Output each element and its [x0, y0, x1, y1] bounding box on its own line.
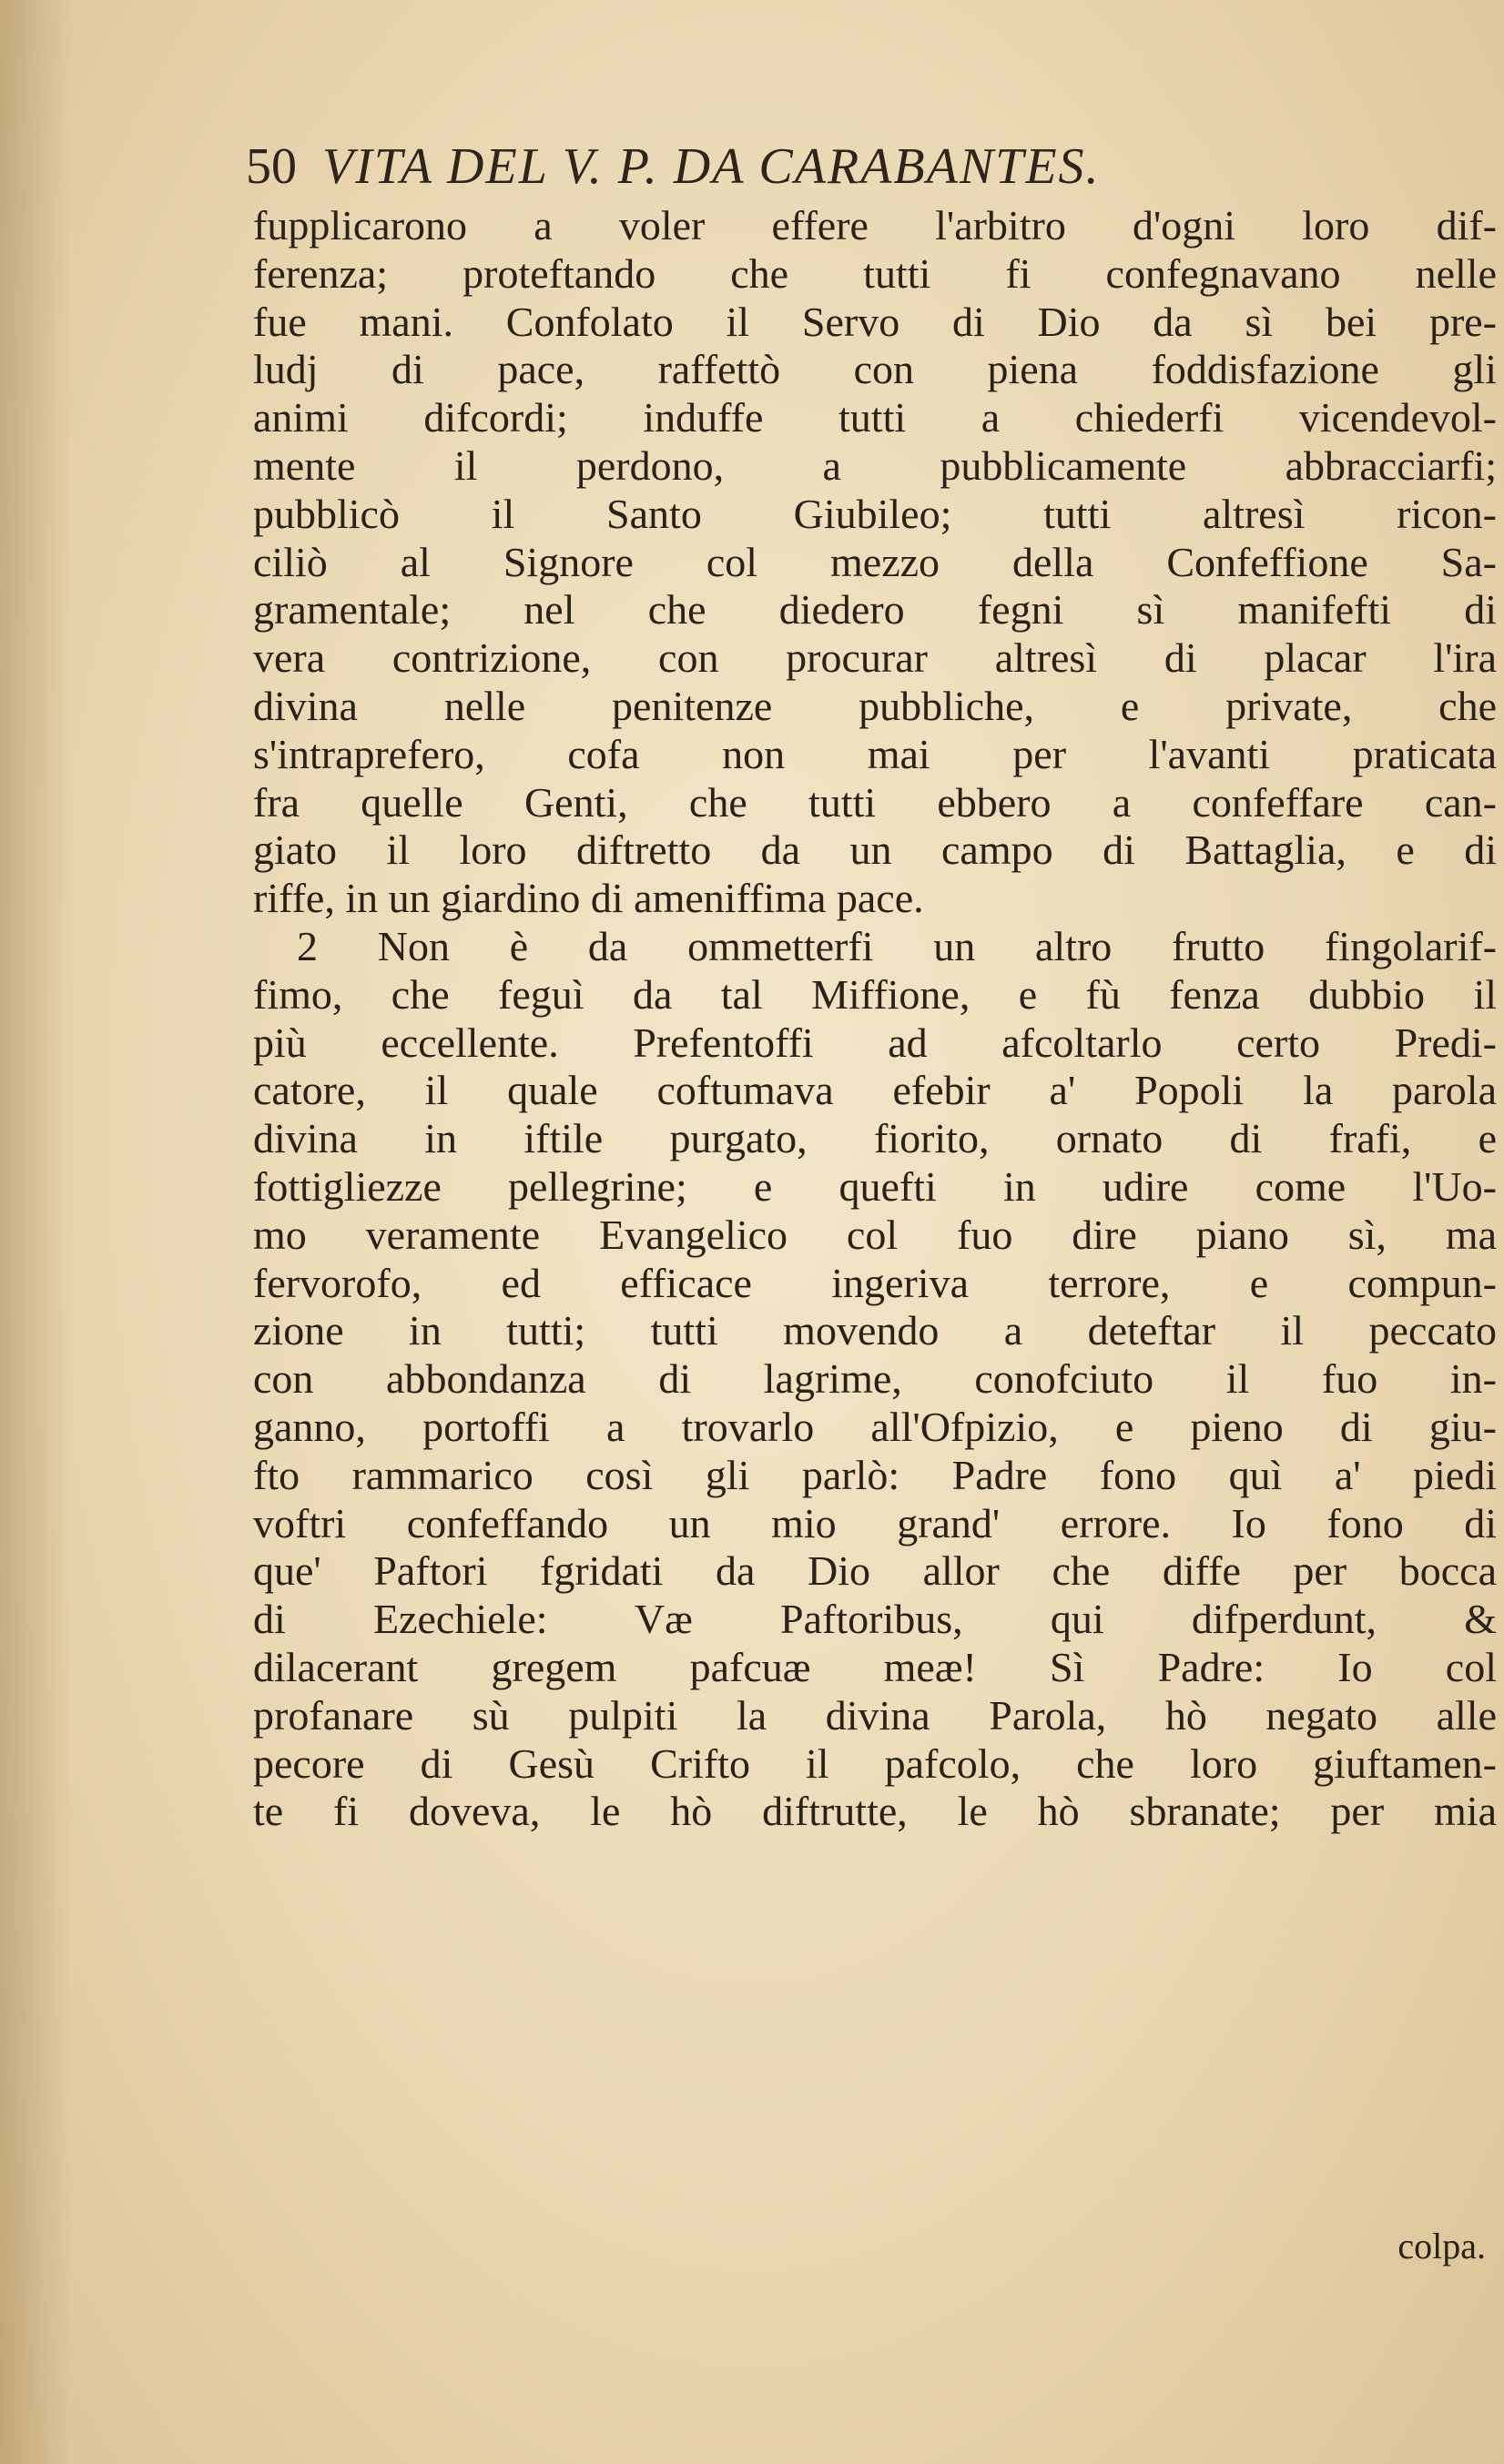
body-text	[253, 202, 1497, 1836]
text-line-latin-quote: dilacerant gregem pafcuæ meæ! Sì Padre: Io col	[253, 1643, 1497, 1690]
text-line: vera contrizione, con procurar altresì di placar l'ira	[253, 634, 1497, 682]
text-line: con abbondanza di lagrime, conofciuto il fuo in-	[253, 1355, 1497, 1403]
text-line: catore, il quale coftumava efebir a' Popoli la parola	[253, 1067, 1497, 1114]
text-line: zione in tutti; tutti movendo a deteftar il peccato	[253, 1307, 1497, 1354]
running-title: VITA DEL V. P. DA CARABANTES.	[322, 138, 1101, 195]
text-line: pecore di Gesù Crifto il pafcolo, che loro giuftamen-	[253, 1739, 1497, 1787]
text-line: gramentale; nel che diedero fegni sì manifefti di	[253, 586, 1497, 634]
text-line: fue mani. Confolato il Servo di Dio da sì bei pre-	[253, 298, 1497, 345]
text-line: mo veramente Evangelico col fuo dire piano sì, ma	[253, 1211, 1497, 1258]
paragraph-start-line: 2 Non è da ommetterfi un altro frutto fingolarif-	[297, 922, 1497, 969]
text-line: fra quelle Genti, che tutti ebbero a confeffare can-	[253, 778, 1497, 826]
text-line: riffe, in un giardino di ameniffima pace.	[253, 875, 924, 922]
page-header	[246, 135, 1466, 198]
text-line: più eccellente. Prefentoffi ad afcoltarlo certo Predi-	[253, 1019, 1497, 1066]
text-line-latin-quote: di Ezechiele: Væ Paftoribus, qui difperdunt, &	[253, 1596, 1497, 1643]
text-line: ferenza; proteftando che tutti fi confegnavano nelle	[253, 249, 1497, 297]
text-line: ludj di pace, raffettò con piena foddisfazione gli	[253, 346, 1497, 393]
text-line: que' Paftori fgridati da Dio allor che diffe per bocca	[253, 1547, 1497, 1595]
text-line: fto rammarico così gli parlò: Padre fono quì a' piedi	[253, 1451, 1497, 1498]
text-line: giato il loro diftretto da un campo di Battaglia, e di	[253, 826, 1497, 874]
text-line: divina nelle penitenze pubbliche, e private, che	[253, 682, 1497, 729]
page-number: 50	[246, 138, 297, 195]
text-line: s'intraprefero, cofa non mai per l'avanti praticata	[253, 730, 1497, 777]
text-line: fervorofo, ed efficace ingeriva terrore, e compun-	[253, 1259, 1497, 1306]
text-line: te fi doveva, le hò diftrutte, le hò sbranate; per mia	[253, 1788, 1497, 1835]
catchword: colpa.	[1397, 2226, 1486, 2266]
text-line: fottigliezze pellegrine; e quefti in udire come l'Uo-	[253, 1162, 1497, 1210]
text-line: mente il perdono, a pubblicamente abbracciarfi;	[253, 441, 1497, 489]
text-line: ciliò al Signore col mezzo della Confeffione Sa-	[253, 538, 1497, 585]
text-line: divina in iftile purgato, fiorito, ornato di frafi, e	[253, 1115, 1497, 1162]
text-line: voftri confeffando un mio grand' errore. Io fono di	[253, 1499, 1497, 1546]
text-line: pubblicò il Santo Giubileo; tutti altresì ricon-	[253, 490, 1497, 537]
text-line: ganno, portoffi a trovarlo all'Ofpizio, e pieno di giu-	[253, 1403, 1497, 1450]
text-line: fupplicarono a voler effere l'arbitro d'ogni loro dif-	[253, 202, 1497, 248]
text-line: animi difcordi; induffe tutti a chiederfi vicendevol-	[253, 394, 1497, 441]
text-line: profanare sù pulpiti la divina Parola, hò negato alle	[253, 1691, 1497, 1739]
text-line: fimo, che feguì da tal Miffione, e fù fenza dubbio il	[253, 970, 1497, 1018]
